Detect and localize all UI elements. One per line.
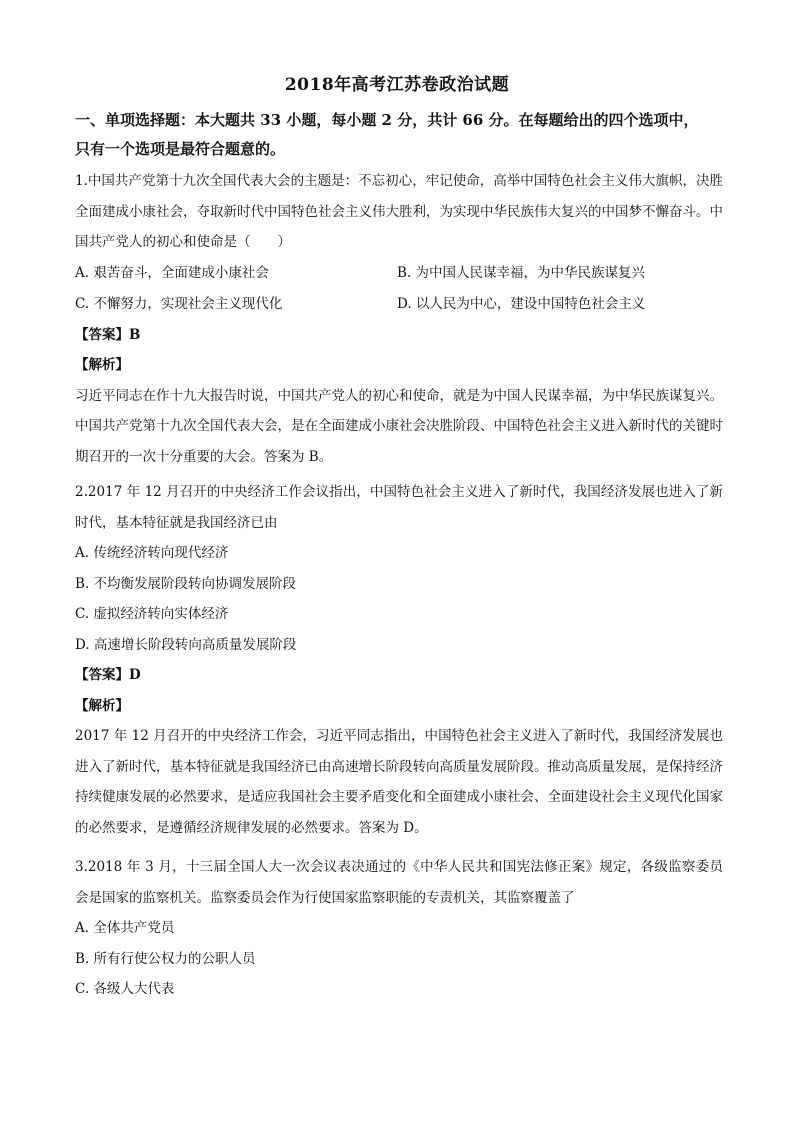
question-2-analysis-label: 【解析】 [75,697,129,714]
question-1-analysis: 习近平同志在作十九大报告时说，中国共产党人的初心和使命，就是为中国人民谋幸福，为中华民族谋复兴。中国共产党第十九次全国代表大会，是在全面建成小康社会决胜阶段、中国特色社会主义进入新时代的关键时期召开的一次十分重要的大会。答案为 B。 [75,387,723,465]
question-1-option-c: C. 不懈努力，实现社会主义现代化 [75,295,283,312]
question-3-option-c: C. 各级人大代表 [75,981,175,997]
question-1-answer: 【答案】B [75,326,141,343]
question-3-stem: 3.2018 年 3 月，十三届全国人大一次会议表决通过的《中华人民共和国宪法修正案》规定，各级监察委员会是国家的监察机关。监察委员会作为行使国家监察职能的专责机关，其监察覆盖了 [75,859,723,906]
question-3 [75,852,723,1005]
section-heading-line-1: 一、单项选择题：本大题共 33 小题，每小题 2 分，共计 66 分。在每题给出的四个选项中， [75,111,699,129]
question-2-option-c: C. 虚拟经济转向实体经济 [75,606,229,622]
question-1-option-d: D. 以人民为中心，建设中国特色社会主义 [397,295,646,312]
question-2-option-d: D. 高速增长阶段转向高质量发展阶段 [75,636,297,653]
question-2 [75,477,723,843]
question-1 [75,166,723,472]
question-1-option-b: B. 为中国人民谋幸福，为中华民族谋复兴 [397,264,646,281]
section-heading-line-2: 只有一个选项是最符合题意的。 [75,140,286,158]
question-1-stem: 1.中国共产党第十九次全国代表大会的主题是：不忘初心，牢记使命，高举中国特色社会主义伟大旗帜，决胜全面建成小康社会，夺取新时代中国特色社会主义伟大胜利，为实现中华民族伟大复兴的中国梦不懈奋斗。中国共产党人的初心和使命是（ ） [75,173,723,250]
section-heading [75,106,725,164]
question-3-option-a: A. 全体共产党员 [75,920,175,936]
question-2-stem: 2.2017 年 12 月召开的中央经济工作会议指出，中国特色社会主义进入了新时代，我国经济发展也进入了新时代，基本特征就是我国经济已由 [75,484,723,531]
question-2-option-a: A. 传统经济转向现代经济 [75,545,229,561]
question-3-option-b: B. 所有行使公权力的公职人员 [75,950,256,967]
question-1-option-a: A. 艰苦奋斗，全面建成小康社会 [75,264,269,281]
question-2-analysis: 2017 年 12 月召开的中央经济工作会，习近平同志指出，中国特色社会主义进入了新时代，我国经济发展也进入了新时代，基本特征就是我国经济已由高速增长阶段转向高质量发展阶段。推动高质量发展，是保持经济持续健康发展的必然要求，是适应我国社会主要矛盾变化和全面建成小康社会、全面建设社会主义现代化国家的必然要求，是遵循经济规律发展的必然要求。答案为 D。 [75,728,723,836]
question-1-analysis-label: 【解析】 [75,357,129,373]
question-1-options-row-2 [75,289,723,320]
page-title: 2018年高考江苏卷政治试题 [284,75,510,95]
question-2-answer: 【答案】D [75,667,141,683]
question-1-options-row-1 [75,258,723,289]
question-2-option-b: B. 不均衡发展阶段转向协调发展阶段 [75,575,297,592]
